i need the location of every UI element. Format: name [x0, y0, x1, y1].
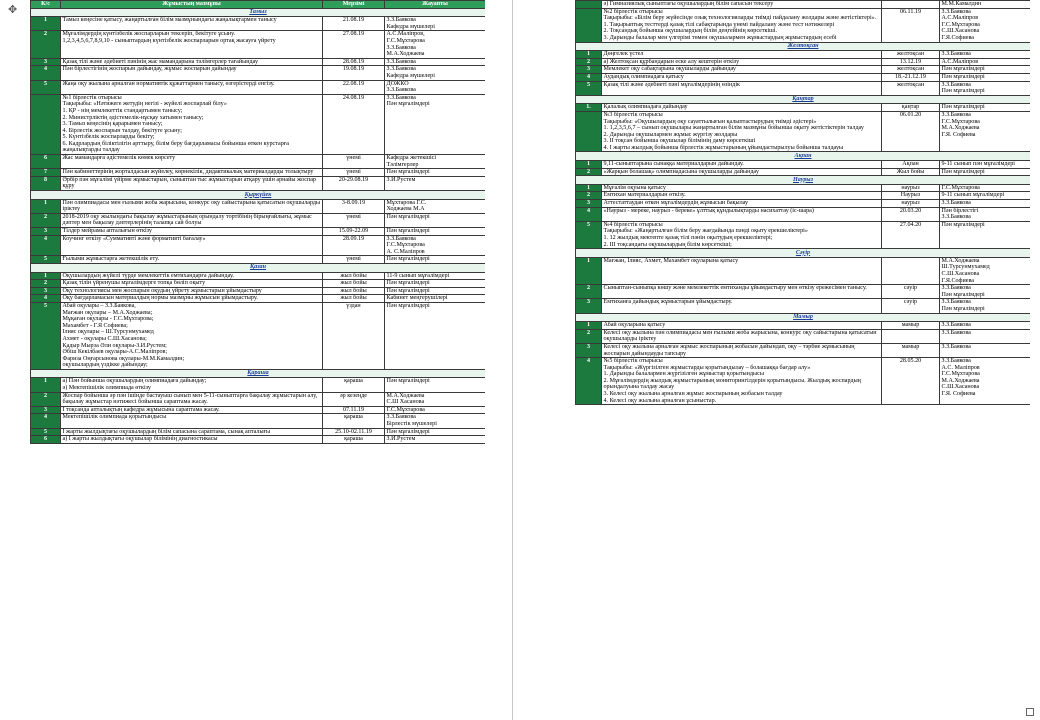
row-number: 1. [576, 104, 602, 112]
row-content: Аудандық олимпиадаға қатысу [602, 73, 882, 81]
table-row [31, 302, 486, 369]
row-content: «Жарқын болашақ» олимпиадасына оқушыларды дайындау [602, 168, 882, 176]
row-date: 06.01.20 [882, 111, 940, 152]
row-content: І жарты жылдықтағы оқушылардың білім сапасына сараптама, сынақ апталығы [61, 428, 323, 436]
row-content: Пән бірлестігінің жоспарын дайындау, жұмыс жоспарын дайындау [61, 66, 323, 80]
table-row [31, 272, 486, 280]
row-number: 8 [31, 176, 61, 190]
row-responsible: Пән мұғалімдері [385, 256, 486, 264]
row-date: қараша [323, 436, 385, 444]
row-content: Жаңа оқу жылына арналған нормативтік құжаттармен танысу, өзгерістерді енгізу. [61, 80, 323, 94]
row-content: №5 бірлестік отырысы Тақырыбы: «Жүргізілген жұмыстарды қорытындылау – болашаққа бағдар алу» 1. Дарынды балалармен жүргізілген жұмыстар қорытындысы 2. Мұғалімдердің жылдық жұмыстарының мониторингілдерін қорытындысы. Жылдық жоспардың орындалуына талдау жасау 3. Келесі оқу жылына арналған жұмыс жоспарының жобасын талдау 4. Келесі оқу жылына арналған ұсыныстар. [602, 358, 882, 405]
row-responsible: З.З.Баякова Г.С.Мұхтарова М.А.Ходжаева Г.Я. Софиева [940, 111, 1031, 152]
row-content: Оқушылардың жүйелі түрде мемлекеттік емтихандарға дайындау. [61, 272, 323, 280]
row-responsible: З.З.Баякова [940, 329, 1031, 343]
table-row [31, 58, 486, 66]
row-number: 2 [31, 280, 61, 288]
row-number: 2 [31, 392, 61, 406]
table-row [31, 94, 486, 154]
row-responsible: А.С.Маліпров, Г.С.Мұхтарова З.З.Баякова М.А.Ходжаева [385, 31, 486, 58]
row-number: 3 [31, 406, 61, 414]
row-number: 6 [31, 155, 61, 169]
table-row [576, 51, 1031, 59]
row-responsible: М.М.Камалдин [940, 1, 1031, 9]
row-date: жыл бойы [323, 272, 385, 280]
row-content: Келесі оқу жылына пән олимпиадасы мен ғылыми жоба жарысына, конкурс оқу сайыстарына қатысатын оқушыларды іріктеу [602, 329, 882, 343]
row-date: 27.04.20 [882, 221, 940, 248]
section-title: Желтоқсан [576, 42, 1031, 51]
row-number: 3 [31, 228, 61, 236]
table-row [31, 414, 486, 428]
row-number: 7 [31, 169, 61, 177]
row-responsible: Кафедра жетекшісі Тәлімгерлер [385, 155, 486, 169]
row-responsible: Пән мұғалімдері [940, 66, 1031, 74]
row-date: Жыл бойы [882, 168, 940, 176]
row-content: Емтиханға дайындық жұмыстарын ұйымдастыру. [602, 299, 882, 313]
row-number: 1 [31, 17, 61, 31]
row-number: 2 [31, 213, 61, 227]
row-number: 1 [576, 161, 602, 169]
row-date: жыл бойы [323, 287, 385, 295]
row-content: Коучинг өткізу «Суммативті және формативті бағалау» [61, 235, 323, 256]
row-number: 4 [31, 235, 61, 256]
row-content: Абай оқуларына қатысу [602, 322, 882, 330]
row-number: 2 [576, 192, 602, 200]
row-number [576, 1, 602, 9]
row-number: 1 [31, 199, 61, 213]
row-date: үнемі [323, 155, 385, 169]
table-row [31, 392, 486, 406]
table-row [31, 213, 486, 227]
row-responsible: М.А.Ходжаева Ш.Турсунмухамед С.Ш.Хасанова Г.Я.Софиева [940, 257, 1031, 284]
row-date: жыл бойы [323, 280, 385, 288]
section-row [31, 191, 486, 200]
row-responsible: З.И.Рустем [385, 436, 486, 444]
row-date: үнемі [323, 256, 385, 264]
table-row [31, 176, 486, 190]
row-number: 4 [576, 73, 602, 81]
row-responsible: Пән мұғалімдері [385, 280, 486, 288]
row-date: желтоқсан [882, 81, 940, 95]
table-row [576, 73, 1031, 81]
row-responsible: Пән мұғалімдері [385, 287, 486, 295]
table-row [576, 8, 1031, 42]
row-content: Қалалық олимпиадаға дайындау [602, 104, 882, 112]
section-title: Тамыз [31, 8, 486, 17]
section-row [576, 42, 1031, 51]
row-content: Келесі оқу жылына арналған жұмыс жоспарының жобасын дайындап, оқу – тәрбие жұмысының жоспарын дайындауды тапсыру [602, 343, 882, 357]
table-header-row [31, 1, 486, 9]
table-row [576, 322, 1031, 330]
row-number: 1 [576, 184, 602, 192]
row-number [31, 94, 61, 154]
section-title: Қараша [31, 369, 486, 378]
row-responsible: З.З.Баякова Г.С.Мұхтарова А. С.Маліпров [385, 235, 486, 256]
table-row [31, 287, 486, 295]
row-date: наурыз [882, 200, 940, 208]
section-row [31, 369, 486, 378]
page-gutter [512, 0, 513, 720]
table-row [31, 436, 486, 444]
row-date: 28.05.20 [882, 358, 940, 405]
row-content: Мұғалім оқуына қатысу [602, 184, 882, 192]
row-date: сәуір [882, 285, 940, 299]
table-row [31, 228, 486, 236]
row-number: 6 [31, 436, 61, 444]
row-responsible: З.З.Баякова Пән мұғалімдері [385, 94, 486, 154]
row-number: 1 [31, 378, 61, 392]
row-responsible: З.З.Баякова А.С. Маліпров Г.С.Мұхтарова М.А.Ходжаева С.Ш.Хасанова Г.Я. Софиева [940, 358, 1031, 405]
row-number: 2 [31, 31, 61, 58]
row-number: 5 [31, 428, 61, 436]
row-content: Ғылыми жұмыстарға жетекшілік ету. [61, 256, 323, 264]
row-content: І тоқсанда апталықтың кафедра жұмысына сараптама жасау. [61, 406, 323, 414]
row-date: желтоқсан [882, 51, 940, 59]
table-row [576, 358, 1031, 405]
row-date: мамыр [882, 322, 940, 330]
row-date: жыл бойы [323, 295, 385, 303]
table-row [31, 428, 486, 436]
section-row [576, 249, 1031, 258]
row-responsible: З.З.Баякова Пән мұғалімдері [940, 285, 1031, 299]
row-number: 4 [576, 207, 602, 221]
section-title: Сәуір [576, 249, 1031, 258]
row-date: желтоқсан [882, 66, 940, 74]
row-responsible: З.З.Баякова [385, 58, 486, 66]
table-row [576, 207, 1031, 221]
row-responsible: Г.С.Мұхтарова [385, 406, 486, 414]
row-content: Қазақ тілін үйренушы мұғалімдерге топқа бөліп оқыту [61, 280, 323, 288]
table-row [576, 104, 1031, 112]
row-date [882, 1, 940, 9]
row-date: 25.10-02.11.19 [323, 428, 385, 436]
table-row [31, 199, 486, 213]
section-title: Наурыз [576, 176, 1031, 185]
row-number: 3 [576, 343, 602, 357]
row-content: Оқу технологиясы мен жоспарын оқудың үйрету жұмыстарын ұйымдастыру [61, 287, 323, 295]
row-content: Мемлекет оқу сабақтарына оқушыларды дайындау [602, 66, 882, 74]
row-content: Мағжан, Ілияс, Ахмет, Махамбет оқуларына қатысу [602, 257, 882, 284]
row-content: Әрбір пән мұғалімі үйірме жұмыстарын, сыныптан тыс жұмыстарын атқару үшін арнайы жоспар құру [61, 176, 323, 190]
table-row [31, 378, 486, 392]
row-responsible: З.З.Баякова [940, 51, 1031, 59]
row-content: Мектепішілік олимпиада қорытындысы [61, 414, 323, 428]
row-date: 13.12.19 [882, 58, 940, 66]
section-title: Қаңтар [576, 95, 1031, 104]
row-number: 5 [576, 221, 602, 248]
section-row [576, 313, 1031, 322]
table-row [31, 66, 486, 80]
section-row [31, 263, 486, 272]
row-number: 4 [31, 414, 61, 428]
row-date: 22.08.19 [323, 80, 385, 94]
row-date: 06.11.19 [882, 8, 940, 42]
row-number: 2 [576, 329, 602, 343]
table-row [31, 17, 486, 31]
row-content: Қазақ тілі және әдебиеті пәні мұғалімдерінің өзіндік [602, 81, 882, 95]
row-number: 4 [31, 295, 61, 303]
row-date: 20.03.20 [882, 207, 940, 221]
table-row [576, 1, 1031, 9]
row-responsible: Пән мұғалімдері [385, 169, 486, 177]
row-number: 1 [31, 272, 61, 280]
table-row [31, 155, 486, 169]
col-header-num: К/с [31, 1, 61, 9]
table-row [31, 235, 486, 256]
row-date: 28.09.19 [323, 235, 385, 256]
table-row [576, 168, 1031, 176]
row-content: Пән олимпиадасы мен ғылыми жоба жарысына, конкурс оқу сайыстарына қатысатын оқушыларды іріктеу [61, 199, 323, 213]
row-content: Қазақ тілі және әдебиеті пәнінің жас мамандарына тәлімгерлер тағайындау [61, 58, 323, 66]
row-date: әр кезеңде [323, 392, 385, 406]
row-content: №4 бірлестік отырысы Тақырыбы: «Жаңартылған білім беру жағдайында пәнді оқыту ерекшеліктері» 1. 12 жылдық мектепте қазақ тілі пәнін оқытудың ерекшеліктері; 2. ІІІ тоқсандағы оқушылардың білім көрсеткіші; [602, 221, 882, 248]
row-responsible: Мұхтарова Г.С. Ходжаева М.А [385, 199, 486, 213]
table-row [576, 66, 1031, 74]
section-title: Мамыр [576, 313, 1031, 322]
section-row [31, 8, 486, 17]
row-content: Аттестаттаудан өткен мұғалімдердің жұмысын бақылау [602, 200, 882, 208]
row-responsible: Пән бірлестігі З.З.Баякова [940, 207, 1031, 221]
row-date: 21.08.19 [323, 17, 385, 31]
table-row [576, 192, 1031, 200]
row-number: 5 [31, 80, 61, 94]
row-number: 5 [31, 256, 61, 264]
table-row [576, 81, 1031, 95]
row-responsible: 9-11 сынып пән мұғалімдері [940, 161, 1031, 169]
table-row [31, 80, 486, 94]
row-date: 27.08.19 [323, 31, 385, 58]
row-responsible: Пән мұғалімдері [385, 378, 486, 392]
row-responsible: Пән мұғалімдері [940, 168, 1031, 176]
row-responsible: 11-9 сынып мұғалімдері [385, 272, 486, 280]
row-date: Наурыз [882, 192, 940, 200]
table-row [576, 200, 1031, 208]
row-responsible: Пән мұғалімдері [940, 104, 1031, 112]
table-row [31, 169, 486, 177]
col-header-date: Мерзімі [323, 1, 385, 9]
row-number: 4 [576, 358, 602, 405]
row-number: 1 [576, 322, 602, 330]
row-number: 3 [576, 66, 602, 74]
table-row [576, 58, 1031, 66]
row-responsible: М.А.Ходжаева С.Ш Хасанова [385, 392, 486, 406]
row-content: Жас мамандарға әдістемелік көмек көрсету [61, 155, 323, 169]
row-content: Дөңгелек үстел [602, 51, 882, 59]
row-date: қаңтар [882, 104, 940, 112]
row-date: мамыр [882, 343, 940, 357]
table-body-right [576, 1, 1031, 405]
row-content: Емтихан материалдарын өткізу. [602, 192, 882, 200]
row-content: а) І жарты жылдықтағы оқушылар білімінің диагностикасы [61, 436, 323, 444]
row-responsible: З.З.Баякова Пән мұғалімдері [940, 81, 1031, 95]
row-number: 4 [31, 66, 61, 80]
table-row [576, 329, 1031, 343]
table-row [576, 257, 1031, 284]
row-content: ә) Гимназиялық сыныптағы оқушылардың білім сапасын тексеру [602, 1, 882, 9]
row-date [882, 257, 940, 284]
row-date: сәуір [882, 299, 940, 313]
table-row [576, 221, 1031, 248]
row-responsible: З.З.Баякова Кафедра мүшелері [385, 17, 486, 31]
row-content: №3 бірлестік отырысы Тақырыбы: «Оқушылардың оқу сауаттылығын қалыптастырудың тиімді әдістері» 1. 1,2,3,5,6,7 – сынып оқушылары жаңартылған білім мазмұны бойынша оқыту жетістіктерін талдау 2. Дарынды оқушылармен жұмыс жүргізу жолдары 3. ІІ тоқсан бойынша оқушылар білімінің даму көрсеткіші 4. І жарты жылдық бойынша бірлестік жұмыстарының ұйымдастырылуы бойынша талдауы [602, 111, 882, 152]
row-responsible: Пән мұғалімдері [385, 228, 486, 236]
row-content: а) Пән бойынша оқушылардың олимпиадаға дайындау; ә) Мектепішілік олимпиада өткізу [61, 378, 323, 392]
row-number: 2 [576, 58, 602, 66]
row-responsible: ДОЖКО З.З.Баякова [385, 80, 486, 94]
row-date: қараша [323, 414, 385, 428]
row-responsible: Пән мұғалімдері [385, 428, 486, 436]
row-responsible: З.З.Баякова [940, 343, 1031, 357]
row-date: қараша [323, 378, 385, 392]
row-responsible: З.З.Баякова А.С.Маліпров Г.С.Мұхтарова С.Ш.Хасанова Г.Я.Софиева [940, 8, 1031, 42]
row-content: Оқу бағдарламасын материалдың нормы мазмұны жұмысын ұйымдастыру. [61, 295, 323, 303]
row-date: 19.08.19 [323, 66, 385, 80]
row-number: 1 [576, 51, 602, 59]
document-page-left [30, 0, 485, 710]
table-row [31, 31, 486, 58]
row-number: 5 [576, 81, 602, 95]
document-page-right [575, 0, 1030, 710]
row-content: №1 бірлестік отырысы Тақырыбы: «Нәтижеге жетудің негізі - жүйелі жоспарлай білу» 1. ҚР - нің мемлекеттік стандартымен танысу; 2. Министрліктің әдістемелік-нұсқау хатымен танысу; 3. Тамыз кеңесінің қарарымен танысу; 4. Бірлестік жоспарын талдау, бекітуге ұсыну; 5. Күнтізбелік жоспарларды бекіту; 6. Кадрлардың біліктілігін арттыру, білім беру бағдарламасы бойынша өткен курстарға жаңалықтарды талдау [61, 94, 323, 154]
row-date: 24.08.19 [323, 94, 385, 154]
row-date: 07.11.19 [323, 406, 385, 414]
table-row [576, 161, 1031, 169]
row-responsible: З.И.Рустем [385, 176, 486, 190]
row-content: 9,11-сыныптарына сынаққа материалдарын дайындау. [602, 161, 882, 169]
table-row [576, 184, 1031, 192]
row-number: 2 [576, 168, 602, 176]
move-handle-icon[interactable]: ✥ [8, 3, 18, 16]
row-responsible: З.З.Баякова Бірлестік мүшелері [385, 414, 486, 428]
row-number [576, 111, 602, 152]
row-responsible: Пән мұғалімдері [940, 73, 1031, 81]
row-responsible: Г.С.Мұхтарова [940, 184, 1031, 192]
resize-handle-icon[interactable] [1026, 708, 1034, 716]
row-date: 28.08.19 [323, 58, 385, 66]
row-date: 20-29.08.19 [323, 176, 385, 190]
table-row [576, 299, 1031, 313]
section-title: Қыркүйек [31, 191, 486, 200]
section-row [576, 176, 1031, 185]
table-row [31, 295, 486, 303]
row-content: 2018-2019 оқу жылындағы бақылау жұмыстарының орындалу тортібінің бірыңғайлығы, жұмыс дәптер мен бақылау дәптерлерінің талапқа сай болуы [61, 213, 323, 227]
plan-table-left [30, 0, 485, 444]
plan-table-right [575, 0, 1030, 405]
row-number [576, 8, 602, 42]
row-responsible: Кабинет меңгерушілері [385, 295, 486, 303]
row-number: 5 [31, 302, 61, 369]
row-content: Мұғалімдердің күнтізбелік жоспарларын тексеріп, бекітуге ұсыну. 1,2,3,4,5,6,7,8,9,10 - сыныптардың күнтізбелік жоспарларын ортақ жасауға үйрету [61, 31, 323, 58]
col-header-content: Жұмыстың мазмұны [61, 1, 323, 9]
row-responsible: Пән мұғалімдері [385, 302, 486, 369]
row-content: Сыныптан-сыныпқа көшу және мемлекеттік емтиханды ұйымдастыру мен өткізу ережесімен танысу. [602, 285, 882, 299]
row-responsible: Пән мұғалімдері [940, 221, 1031, 248]
row-number: 1 [576, 257, 602, 284]
section-row [576, 152, 1031, 161]
row-number: 3 [576, 200, 602, 208]
row-content: №2 бірлестік отырысы Тақырыбы: «Білім беру жүйесінде озық технологияларды тиімді пайдалану жолдары және жетістіктері». 1. Тақырыптық тесттерді қазақ тілі сабақтарында үнемі пайдалану және тест нәтижелері 2. Тоқсандық бойынша оқушылардың білім деңгейінің көрсеткіші. 3. Дарынды балалар мен үлгерімі төмен оқушылармен жұмыстардың жұмыстардың есебі [602, 8, 882, 42]
col-header-responsible: Жауапты [385, 1, 486, 9]
row-date: Ақпан [882, 161, 940, 169]
row-date: 3-8.09.19 [323, 199, 385, 213]
row-date: үздан [323, 302, 385, 369]
row-content: Жоспар бойынша әр пән ішінде бастауыш сынып мен 5-11-сыныптарға бақылау жұмыстарын алу, бақылау жұмыстар нәтижесі бойынша сараптама жасау. [61, 392, 323, 406]
row-number: 3 [576, 299, 602, 313]
row-date: үнемі [323, 213, 385, 227]
table-row [576, 285, 1031, 299]
table-row [31, 406, 486, 414]
row-responsible: З.З.Баякова [940, 200, 1031, 208]
row-content: Тілдер мейрамы апталығын өткізу [61, 228, 323, 236]
row-date: 18.-21.12.19 [882, 73, 940, 81]
row-number: 3 [31, 287, 61, 295]
row-number: 3 [31, 58, 61, 66]
row-content: а) Желтоқсан құрбандарын еске алу кештерін өткізу [602, 58, 882, 66]
row-responsible: З.З.Баякова Пән мұғалімдері [940, 299, 1031, 313]
section-title: Қазан [31, 263, 486, 272]
row-responsible: З.З.Баякова [940, 322, 1031, 330]
row-number: 2 [576, 285, 602, 299]
table-row [576, 111, 1031, 152]
row-content: Тамыз кеңесіне қатысу, жаңартылған білім мазмұнындағы жаңалықтармен танысу [61, 17, 323, 31]
row-content: Пән кабинеттерінің жорталдасын жүйелеу, көрнекілік, дидактикалық материалдарды толықтыру [61, 169, 323, 177]
row-date: үнемі [323, 169, 385, 177]
row-content: «Наурыз - мереке, наурыз - береке» ұлттық құндылықтарды насихаттау (іс-шара) [602, 207, 882, 221]
row-responsible: Пән мұғалімдері [385, 213, 486, 227]
section-row [576, 95, 1031, 104]
row-date: наурыз [882, 184, 940, 192]
table-row [576, 343, 1031, 357]
table-row [31, 256, 486, 264]
row-date [882, 329, 940, 343]
row-date: 15.09-22.09 [323, 228, 385, 236]
section-title: Ақпан [576, 152, 1031, 161]
row-responsible: З.З.Баякова Кафедра мүшелері [385, 66, 486, 80]
row-responsible: А.С.Маліпров [940, 58, 1031, 66]
row-responsible: 9-11 сынып мұғалімдері [940, 192, 1031, 200]
row-content: Абай оқулары – З.З.Баякова, Мағжан оқулары – М.А.Ходжаева; Мұқаған оқулары - Г.С.Мұхтарова; Махамбет - Г.Я Софиева; Ілияс оқулары – Ш.Турсунмухамед Ахмет - оқулары С.Ш.Хасанова; Қадыр Мырза Әли оқулары-З.И.Рустем; Әбіш Кекілбаев оқулары-А.С.Маліпров; Фариза Оңғарсынова оқулары-М.М.Камалдин; оқушылардың үздікке дайындау; [61, 302, 323, 369]
table-body-left [31, 8, 486, 443]
table-row [31, 280, 486, 288]
